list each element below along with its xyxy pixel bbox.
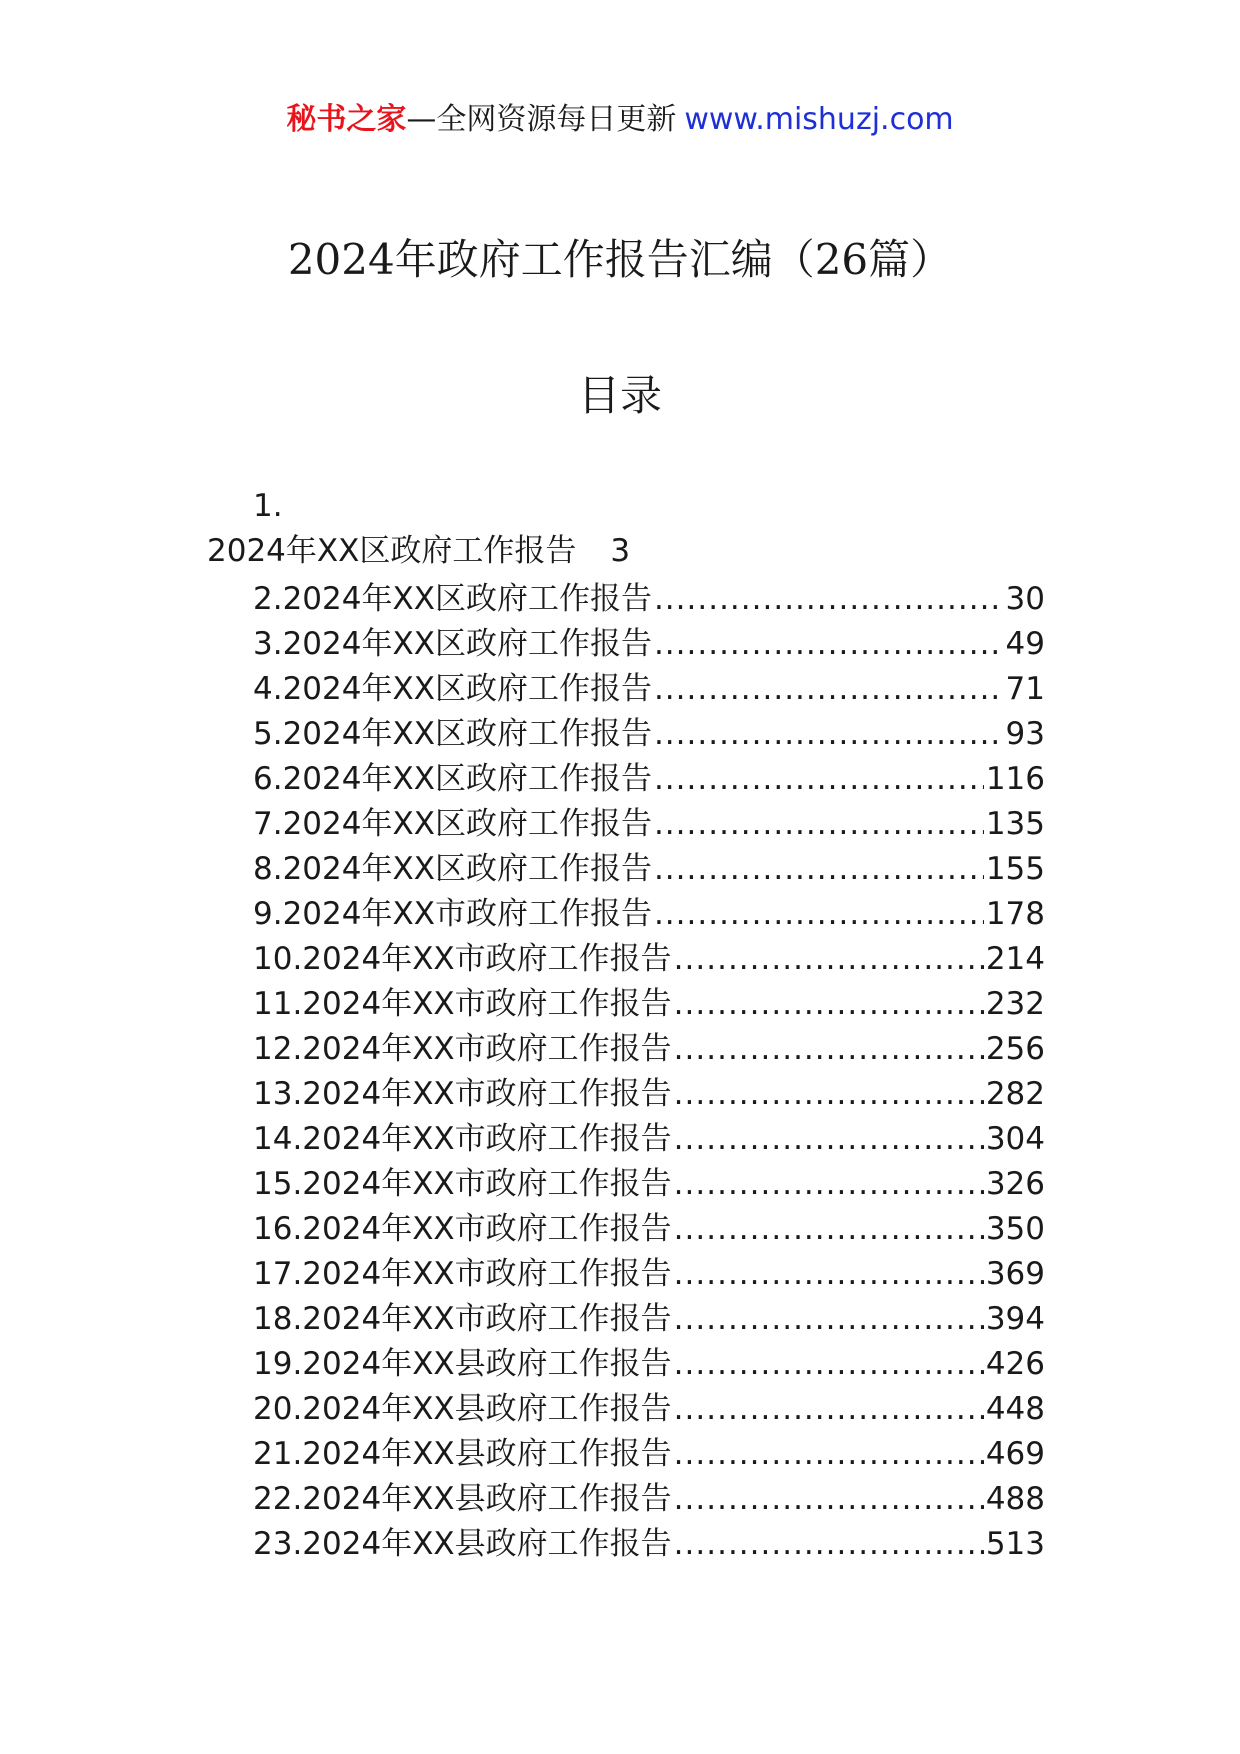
- toc-leader-dots: [674, 937, 984, 982]
- toc-leader-dots: [674, 1477, 984, 1522]
- toc-entry[interactable]: [253, 802, 1045, 847]
- toc-entry-title: 22.2024年XX县政府工作报告: [253, 1481, 672, 1517]
- toc-leader-dots: [674, 982, 984, 1027]
- toc-entry-title: 14.2024年XX市政府工作报告: [253, 1121, 672, 1157]
- toc-leader-dots: [654, 577, 1004, 622]
- toc-entry-title: 7.2024年XX区政府工作报告: [253, 806, 652, 842]
- toc-entry-title: 9.2024年XX市政府工作报告: [253, 896, 652, 932]
- toc-heading: 目录: [577, 371, 662, 420]
- toc-entry[interactable]: [253, 1342, 1045, 1387]
- toc-leader-dots: [674, 1522, 984, 1567]
- toc-entry[interactable]: [253, 757, 1045, 802]
- toc-entry-title: 2.2024年XX区政府工作报告: [253, 581, 652, 617]
- toc-entry-page: 135: [985, 806, 1045, 842]
- toc-entry-page: 30: [1005, 581, 1045, 617]
- toc-entry-page: 178: [985, 896, 1045, 932]
- page-header: [0, 100, 1240, 140]
- toc-entry-page: 394: [985, 1301, 1045, 1337]
- toc-entry[interactable]: [253, 1477, 1045, 1522]
- document-title: 2024年政府工作报告汇编（26篇）: [287, 235, 953, 284]
- toc-entry-page: 326: [985, 1166, 1045, 1202]
- toc-leader-dots: [654, 847, 984, 892]
- toc-entry-title: 8.2024年XX区政府工作报告: [253, 851, 652, 887]
- toc-entry[interactable]: [253, 1432, 1045, 1477]
- toc-entry-page: 256: [985, 1031, 1045, 1067]
- toc-entry-page: 350: [985, 1211, 1045, 1247]
- toc-leader-dots: [674, 1027, 984, 1072]
- header-tagline: —全网资源每日更新: [406, 102, 677, 137]
- toc-leader-dots: [674, 1252, 984, 1297]
- toc-leader-dots: [674, 1297, 984, 1342]
- toc-entry[interactable]: [253, 982, 1045, 1027]
- toc-entry[interactable]: [253, 667, 1045, 712]
- toc-entry[interactable]: [253, 1072, 1045, 1117]
- toc-entry-page: 155: [985, 851, 1045, 887]
- toc-leader-dots: [674, 1117, 984, 1162]
- toc-entry[interactable]: [253, 1252, 1045, 1297]
- toc-entry[interactable]: [253, 1387, 1045, 1432]
- toc-entry[interactable]: [253, 1207, 1045, 1252]
- toc-entry-title: 21.2024年XX县政府工作报告: [253, 1436, 672, 1472]
- toc-entry-page: 369: [985, 1256, 1045, 1292]
- toc-entry-page: 71: [1005, 671, 1045, 707]
- toc-entry[interactable]: [253, 1117, 1045, 1162]
- toc-entry[interactable]: [253, 577, 1045, 622]
- toc-entry-title: 2024年XX区政府工作报告: [207, 533, 577, 569]
- toc-entry-title: 13.2024年XX市政府工作报告: [253, 1076, 672, 1112]
- toc-entry-title: 16.2024年XX市政府工作报告: [253, 1211, 672, 1247]
- toc-entry-page: 304: [985, 1121, 1045, 1157]
- toc-entry-page: 93: [1005, 716, 1045, 752]
- toc-leader-dots: [674, 1162, 984, 1207]
- toc-entry-page: 469: [985, 1436, 1045, 1472]
- toc-leader-dots: [674, 1207, 984, 1252]
- toc-entry[interactable]: [253, 622, 1045, 667]
- brand-name: 秘书之家: [286, 102, 407, 137]
- toc-entry-page: 3: [610, 533, 631, 569]
- toc-entry[interactable]: [253, 1162, 1045, 1207]
- toc-entry[interactable]: [253, 712, 1045, 757]
- toc-entry[interactable]: [253, 1027, 1045, 1072]
- toc-entry-title: 11.2024年XX市政府工作报告: [253, 986, 672, 1022]
- toc-entry-page: 232: [985, 986, 1045, 1022]
- toc-entry-title: 20.2024年XX县政府工作报告: [253, 1391, 672, 1427]
- toc-entry-1-number: 1.: [253, 488, 283, 524]
- toc-entry-page: 448: [985, 1391, 1045, 1427]
- toc-leader-dots: [654, 667, 1004, 712]
- toc-entry-title: 4.2024年XX区政府工作报告: [253, 671, 652, 707]
- toc-leader-dots: [654, 622, 1004, 667]
- toc-entry-title: 19.2024年XX县政府工作报告: [253, 1346, 672, 1382]
- toc-entry-page: 214: [985, 941, 1045, 977]
- toc-entry-title: 5.2024年XX区政府工作报告: [253, 716, 652, 752]
- toc-entry-title: 17.2024年XX市政府工作报告: [253, 1256, 672, 1292]
- toc-entry-page: 488: [985, 1481, 1045, 1517]
- toc-entry-page: 426: [985, 1346, 1045, 1382]
- toc-leader-dots: [654, 712, 1004, 757]
- toc-entry[interactable]: [253, 892, 1045, 937]
- toc-entry-title: 23.2024年XX县政府工作报告: [253, 1526, 672, 1562]
- toc-entry-title: 12.2024年XX市政府工作报告: [253, 1031, 672, 1067]
- toc-leader-dots: [654, 892, 984, 937]
- toc-leader-dots: [674, 1342, 984, 1387]
- toc-entry[interactable]: [253, 1522, 1045, 1567]
- toc-entry-page: 513: [985, 1526, 1045, 1562]
- toc-list: [253, 577, 1045, 1567]
- toc-entry-title: 3.2024年XX区政府工作报告: [253, 626, 652, 662]
- toc-entry-page: 116: [985, 761, 1045, 797]
- toc-entry-title: 6.2024年XX区政府工作报告: [253, 761, 652, 797]
- toc-entry-title: 10.2024年XX市政府工作报告: [253, 941, 672, 977]
- toc-entry-1[interactable]: [207, 531, 630, 571]
- toc-entry-title: 15.2024年XX市政府工作报告: [253, 1166, 672, 1202]
- toc-entry-page: 49: [1005, 626, 1045, 662]
- toc-leader-dots: [674, 1072, 984, 1117]
- toc-entry[interactable]: [253, 847, 1045, 892]
- toc-leader-dots: [654, 802, 984, 847]
- site-url[interactable]: www.mishuzj.com: [684, 102, 954, 137]
- toc-entry-title: 18.2024年XX市政府工作报告: [253, 1301, 672, 1337]
- toc-leader-dots: [654, 757, 984, 802]
- toc-leader-dots: [674, 1432, 984, 1477]
- toc-entry[interactable]: [253, 937, 1045, 982]
- toc-entry[interactable]: [253, 1297, 1045, 1342]
- toc-leader-dots: [674, 1387, 984, 1432]
- toc-entry-page: 282: [985, 1076, 1045, 1112]
